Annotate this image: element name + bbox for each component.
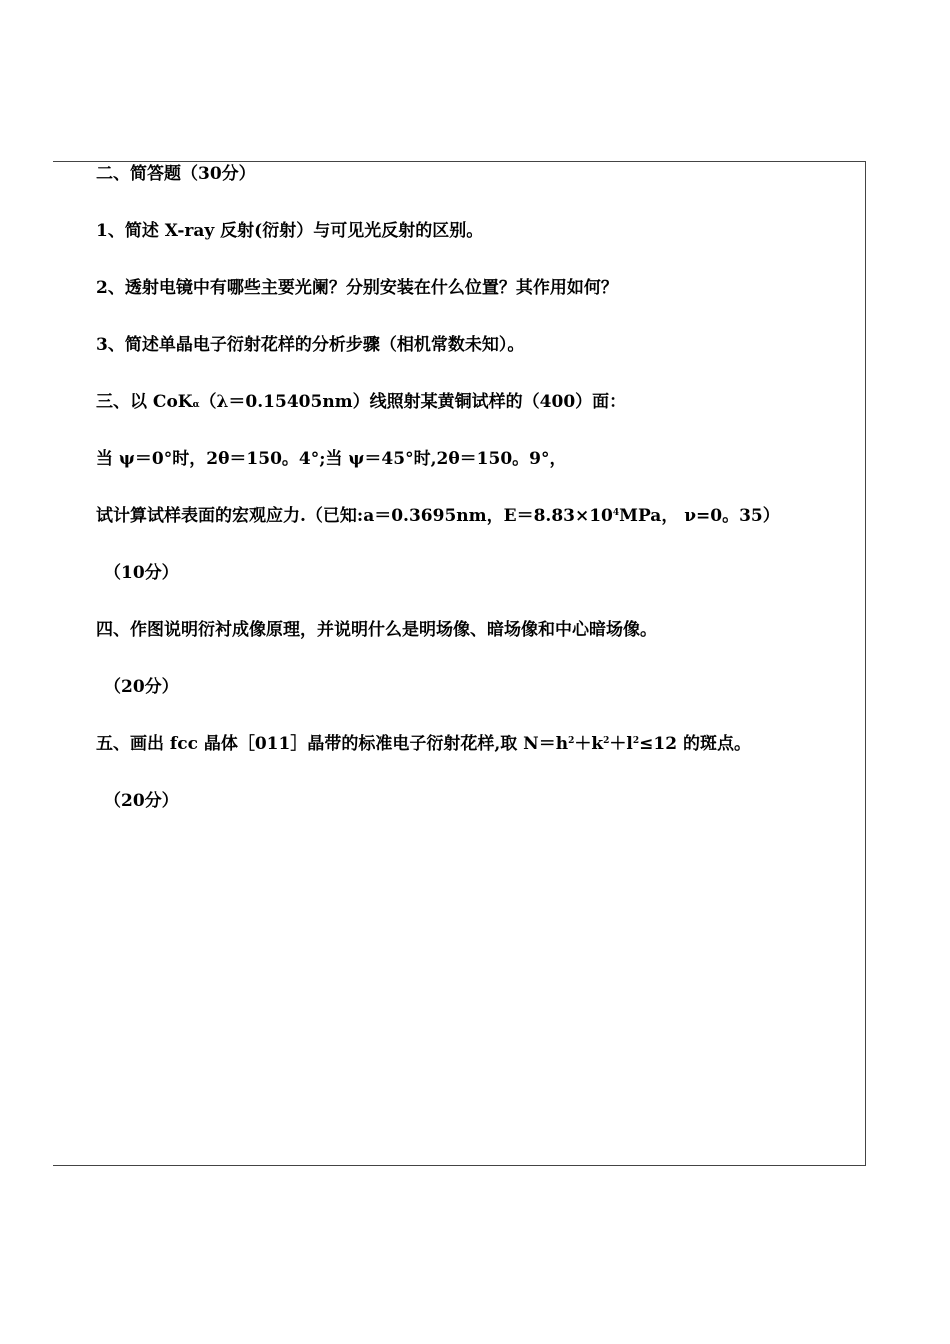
section-5-sup-1: 2: [568, 736, 575, 746]
answer-frame: [53, 161, 866, 1166]
section-4-score: （20分）: [104, 677, 179, 697]
section-3-line-3-sup: 4: [612, 508, 620, 518]
section-5-mid-2: ＋l: [609, 734, 633, 754]
section-5-pre: 五、画出 fcc 晶体［011］晶带的标准电子衍射花样,取 N＝h: [96, 734, 569, 754]
section-5-sup-2: 2: [603, 736, 610, 746]
section-3-line-1-pre: 三、以 CoK: [96, 392, 193, 412]
section-5-post: ≤12 的斑点。: [639, 734, 751, 754]
question-2-3: 3、简述单晶电子衍射花样的分析步骤（相机常数未知）。: [96, 335, 525, 355]
section-5-mid-1: ＋k: [574, 734, 604, 754]
section-3-line-3-pre: 试计算试样表面的宏观应力.（已知:a＝0.3695nm，E＝8.83×10: [96, 506, 613, 526]
section-5-score: （20分）: [104, 791, 179, 811]
section-5-text: [96, 734, 751, 754]
section-2-heading: 二、简答题（30分）: [96, 164, 256, 184]
question-2-2: 2、透射电镜中有哪些主要光阑？分别安装在什么位置？其作用如何？: [96, 278, 618, 298]
question-2-1: 1、简述 X-ray 反射(衍射）与可见光反射的区别。: [96, 221, 484, 241]
section-4-text: 四、作图说明衍衬成像原理，并说明什么是明场像、暗场像和中心暗场像。: [96, 620, 657, 640]
section-3-line-3: [96, 506, 780, 526]
section-3-line-1-sub: α: [192, 400, 200, 410]
section-5-sup-3: 2: [632, 736, 640, 746]
section-3-line-1-post: （λ＝0.15405nm）线照射某黄铜试样的（400）面：: [199, 392, 627, 412]
section-3-line-3-post: MPa， ν=0。35）: [619, 506, 780, 526]
section-3-line-2: 当 ψ＝0°时，2θ＝150。4°;当 ψ＝45°时,2θ＝150。9°，: [96, 449, 567, 469]
section-3-line-1: [96, 392, 626, 412]
section-3-score: （10分）: [104, 563, 179, 583]
